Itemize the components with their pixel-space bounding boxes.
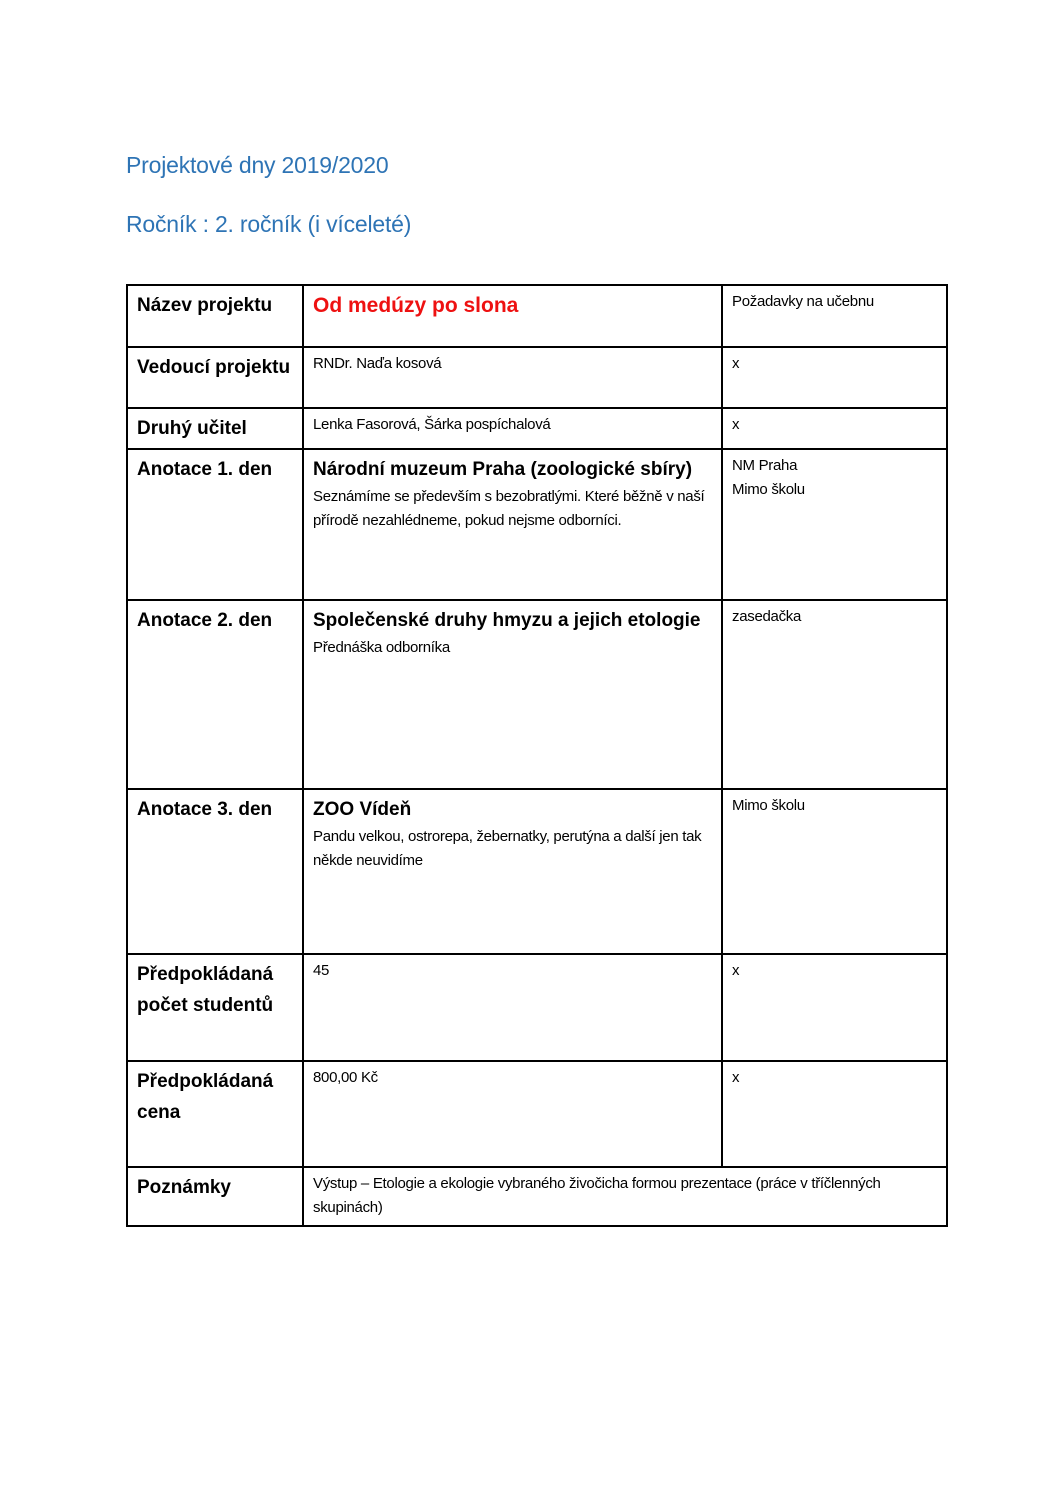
day-1-title: Národní muzeum Praha (zoologické sbíry) [313,459,693,480]
day-2-title: Společenské druhy hmyzu a jejich etologie [313,610,701,631]
requirements-header: Požadavky na učebnu [722,285,947,347]
project-table [126,284,948,1227]
day-1-description: Seznámíme se především s bezobratlými. Které běžně v naší přírodě nezahlédneme, pokud nejsme odborníci. [313,488,705,529]
day-2-annotation [303,600,722,789]
row-label: Předpokládaná cena [127,1061,303,1167]
requirements-value: x [722,954,947,1061]
requirements-value: x [722,408,947,449]
table-row-day-1 [127,449,947,600]
requirements-value: zasedačka [722,600,947,789]
row-label: Druhý učitel [127,408,303,449]
day-3-title: ZOO Vídeň [313,799,412,820]
requirements-value: NM Praha Mimo školu [722,449,947,600]
project-name: Od medúzy po slona [303,285,722,347]
second-teacher-value: Lenka Fasorová, Šárka pospíchalová [303,408,722,449]
day-2-description: Přednáška odborníka [313,639,450,656]
document-title: Projektové dny 2019/2020 [126,152,389,178]
table-row-second-teacher [127,408,947,449]
requirements-value: Mimo školu [722,789,947,954]
table-row-student-count [127,954,947,1061]
grade-heading: Ročník : 2. ročník (i víceleté) [126,211,412,237]
price-value: 800,00 Kč [303,1061,722,1167]
table-row-notes [127,1167,947,1226]
table-row-project-name [127,285,947,347]
leader-value: RNDr. Naďa kosová [303,347,722,408]
day-3-annotation [303,789,722,954]
day-3-description: Pandu velkou, ostrorepa, žebernatky, perutýna a další jen tak někde neuvidíme [313,828,702,869]
notes-value: Výstup – Etologie a ekologie vybraného živočicha formou prezentace (práce v tříčlenných skupinách) [303,1167,947,1226]
row-label: Anotace 1. den [127,449,303,600]
table-row-price [127,1061,947,1167]
student-count-value: 45 [303,954,722,1061]
requirements-value: x [722,1061,947,1167]
row-label: Poznámky [127,1167,303,1226]
row-label: Anotace 2. den [127,600,303,789]
table-row-leader [127,347,947,408]
row-label: Vedoucí projektu [127,347,303,408]
table-row-day-3 [127,789,947,954]
row-label: Název projektu [127,285,303,347]
table-row-day-2 [127,600,947,789]
row-label: Anotace 3. den [127,789,303,954]
row-label: Předpokládaná počet studentů [127,954,303,1061]
day-1-annotation [303,449,722,600]
requirements-value: x [722,347,947,408]
